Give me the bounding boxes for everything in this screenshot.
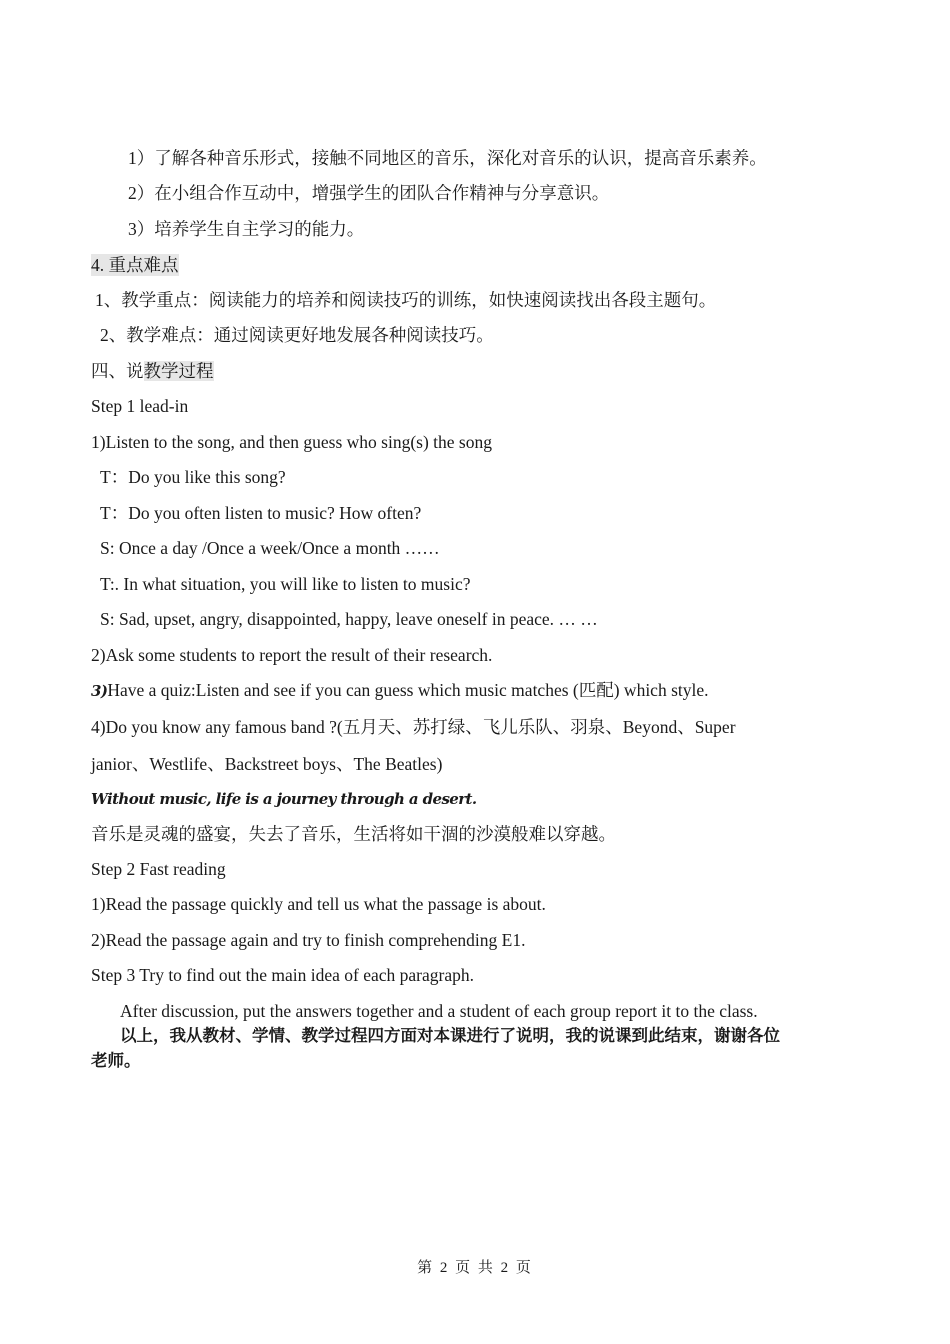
section-process-heading	[91, 360, 214, 382]
section-process-prefix: 四、说	[91, 361, 144, 381]
teaching-focus: 1、教学重点：阅读能力的培养和阅读技巧的训练，如快速阅读找出各段主题句。	[95, 290, 717, 310]
dialogue-line-3: S: Once a day /Once a week/Once a month ……	[100, 538, 440, 558]
step-1-title: Step 1 lead-in	[91, 396, 189, 416]
dialogue-line-1: T：Do you like this song?	[100, 467, 286, 487]
step-2-item-1: 1)Read the passage quickly and tell us what the passage is about.	[91, 894, 546, 914]
dialogue-line-2: T：Do you often listen to music? How often?	[100, 503, 422, 523]
objective-3: 3）培养学生自主学习的能力。	[128, 219, 365, 239]
step-1-item-4-line-1: 4)Do you know any famous band ?(五月天、苏打绿、飞儿乐队、羽泉、Beyond、Super	[91, 717, 736, 737]
item-3-text: Have a quiz:Listen and see if you can guess which music matches (匹配) which style.	[107, 680, 709, 700]
step-1-item-3	[91, 679, 709, 702]
step-1-item-4-line-2: janior、Westlife、Backstreet boys、The Beatles)	[91, 754, 443, 774]
section-process-title: 教学过程	[143, 361, 214, 381]
section-4-heading	[91, 254, 179, 276]
step-3-discussion: After discussion, put the answers together and a student of each group report it to the class.	[120, 1001, 758, 1021]
dialogue-line-4: T:. In what situation, you will like to listen to music?	[100, 574, 471, 594]
teaching-difficulty: 2、教学难点：通过阅读更好地发展各种阅读技巧。	[100, 325, 494, 345]
step-2-title: Step 2 Fast reading	[91, 859, 226, 879]
section-4-number: 4.	[91, 255, 105, 275]
page-footer: 第 2 页 共 2 页	[417, 1260, 533, 1276]
item-3-number: 3)	[91, 682, 108, 700]
closing-line-2: 老师。	[91, 1051, 141, 1070]
music-quote-chinese: 音乐是灵魂的盛宴，失去了音乐，生活将如干涸的沙漠般难以穿越。	[91, 824, 616, 844]
section-4-title: 重点难点	[108, 255, 179, 275]
step-1-item-1: 1)Listen to the song, and then guess who sing(s) the song	[91, 432, 492, 452]
closing-line-1: 以上，我从教材、学情、教学过程四方面对本课进行了说明，我的说课到此结束，谢谢各位	[120, 1026, 780, 1045]
objective-2: 2）在小组合作互动中，增强学生的团队合作精神与分享意识。	[128, 183, 610, 203]
step-1-item-2: 2)Ask some students to report the result of their research.	[91, 645, 493, 665]
dialogue-line-5: S: Sad, upset, angry, disappointed, happy, leave oneself in peace. … …	[100, 609, 598, 629]
step-2-item-2: 2)Read the passage again and try to finish comprehending E1.	[91, 930, 526, 950]
objective-1: 1）了解各种音乐形式，接触不同地区的音乐，深化对音乐的认识，提高音乐素养。	[128, 148, 767, 168]
music-quote-english: Without music, life is a journey through a desert.	[91, 790, 477, 808]
step-3-title: Step 3 Try to find out the main idea of each paragraph.	[91, 965, 474, 985]
